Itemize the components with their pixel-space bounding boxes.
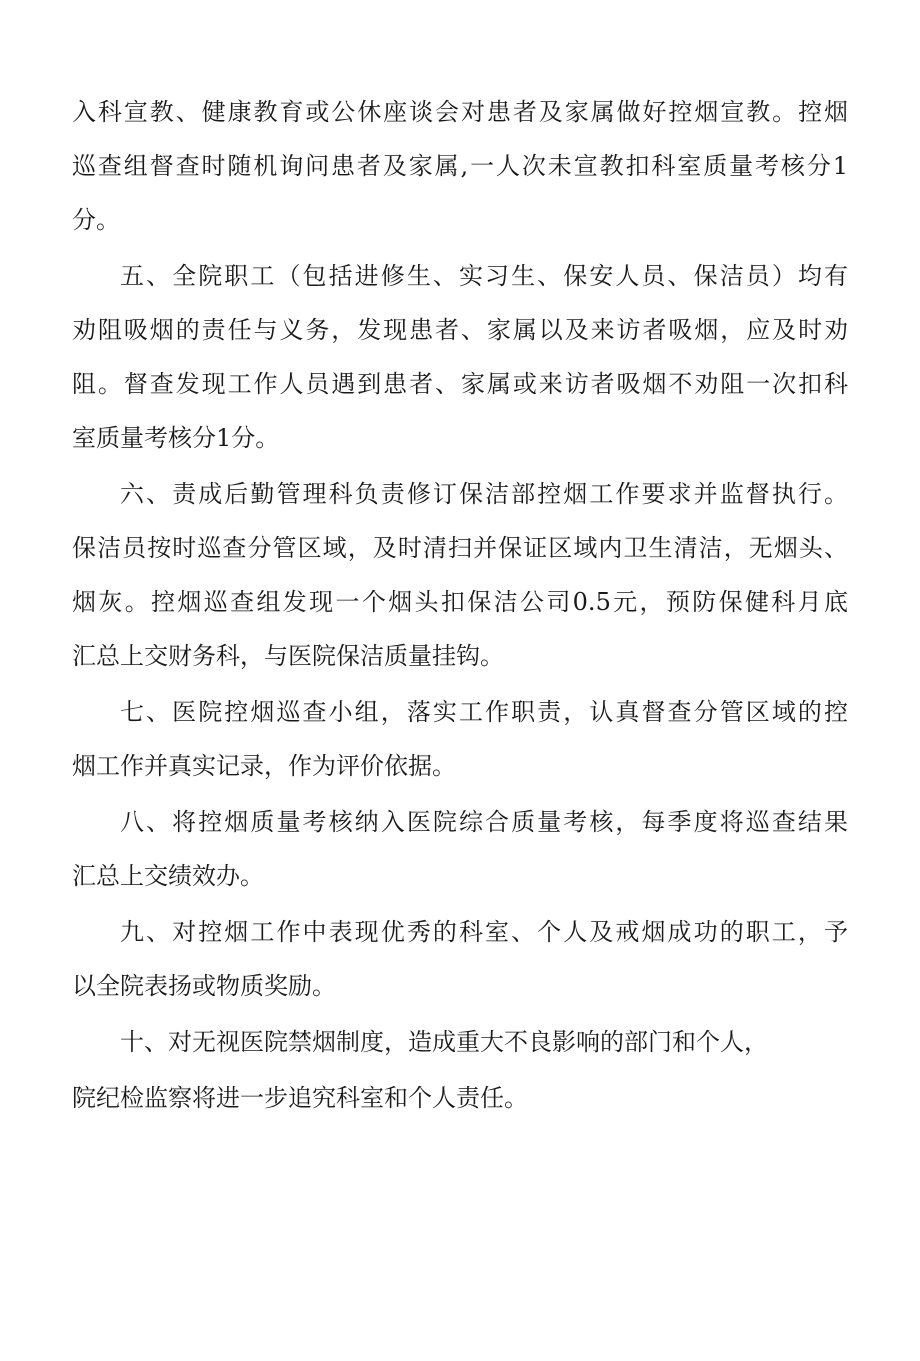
paragraph-nine-line-2: 以全院表扬或物质奖励。 (72, 972, 336, 1000)
paragraph-nine-line-1: 九、对控烟工作中表现优秀的科室、个人及戒烟成功的职工，予 (120, 918, 848, 946)
paragraph-five-line-1: 五、全院职工（包括进修生、实习生、保安人员、保洁员）均有 (120, 262, 848, 290)
paragraph-ten-line-1: 十、对无视医院禁烟制度，造成重大不良影响的部门和个人， (120, 1028, 768, 1056)
paragraph-six-line-4: 汇总上交财务科，与医院保洁质量挂钩。 (72, 642, 504, 670)
paragraph-five-line-3: 阻。督查发现工作人员遇到患者、家属或来访者吸烟不劝阻一次扣科 (72, 370, 848, 398)
paragraph-seven-line-2: 烟工作并真实记录，作为评价依据。 (72, 752, 456, 780)
paragraph-continuation-line-2: 巡查组督查时随机询问患者及家属,一人次未宣教扣科室质量考核分1 (72, 152, 848, 180)
paragraph-six-line-2: 保洁员按时巡查分管区域，及时清扫并保证区域内卫生清洁，无烟头、 (72, 534, 848, 562)
paragraph-continuation-line-1: 入科宣教、健康教育或公休座谈会对患者及家属做好控烟宣教。控烟 (72, 98, 848, 126)
paragraph-six-line-1: 六、责成后勤管理科负责修订保洁部控烟工作要求并监督执行。 (120, 480, 848, 508)
paragraph-eight-line-2: 汇总上交绩效办。 (72, 862, 264, 890)
paragraph-five-line-4: 室质量考核分1分。 (72, 424, 280, 452)
paragraph-five-line-2: 劝阻吸烟的责任与义务，发现患者、家属以及来访者吸烟，应及时劝 (72, 316, 848, 344)
paragraph-ten-line-2: 院纪检监察将进一步追究科室和个人责任。 (72, 1084, 528, 1112)
paragraph-eight-line-1: 八、将控烟质量考核纳入医院综合质量考核，每季度将巡查结果 (120, 808, 848, 836)
paragraph-continuation-line-3: 分。 (72, 206, 120, 234)
paragraph-six-line-3: 烟灰。控烟巡查组发现一个烟头扣保洁公司0.5元，预防保健科月底 (72, 588, 848, 616)
paragraph-seven-line-1: 七、医院控烟巡查小组，落实工作职责，认真督查分管区域的控 (120, 698, 848, 726)
